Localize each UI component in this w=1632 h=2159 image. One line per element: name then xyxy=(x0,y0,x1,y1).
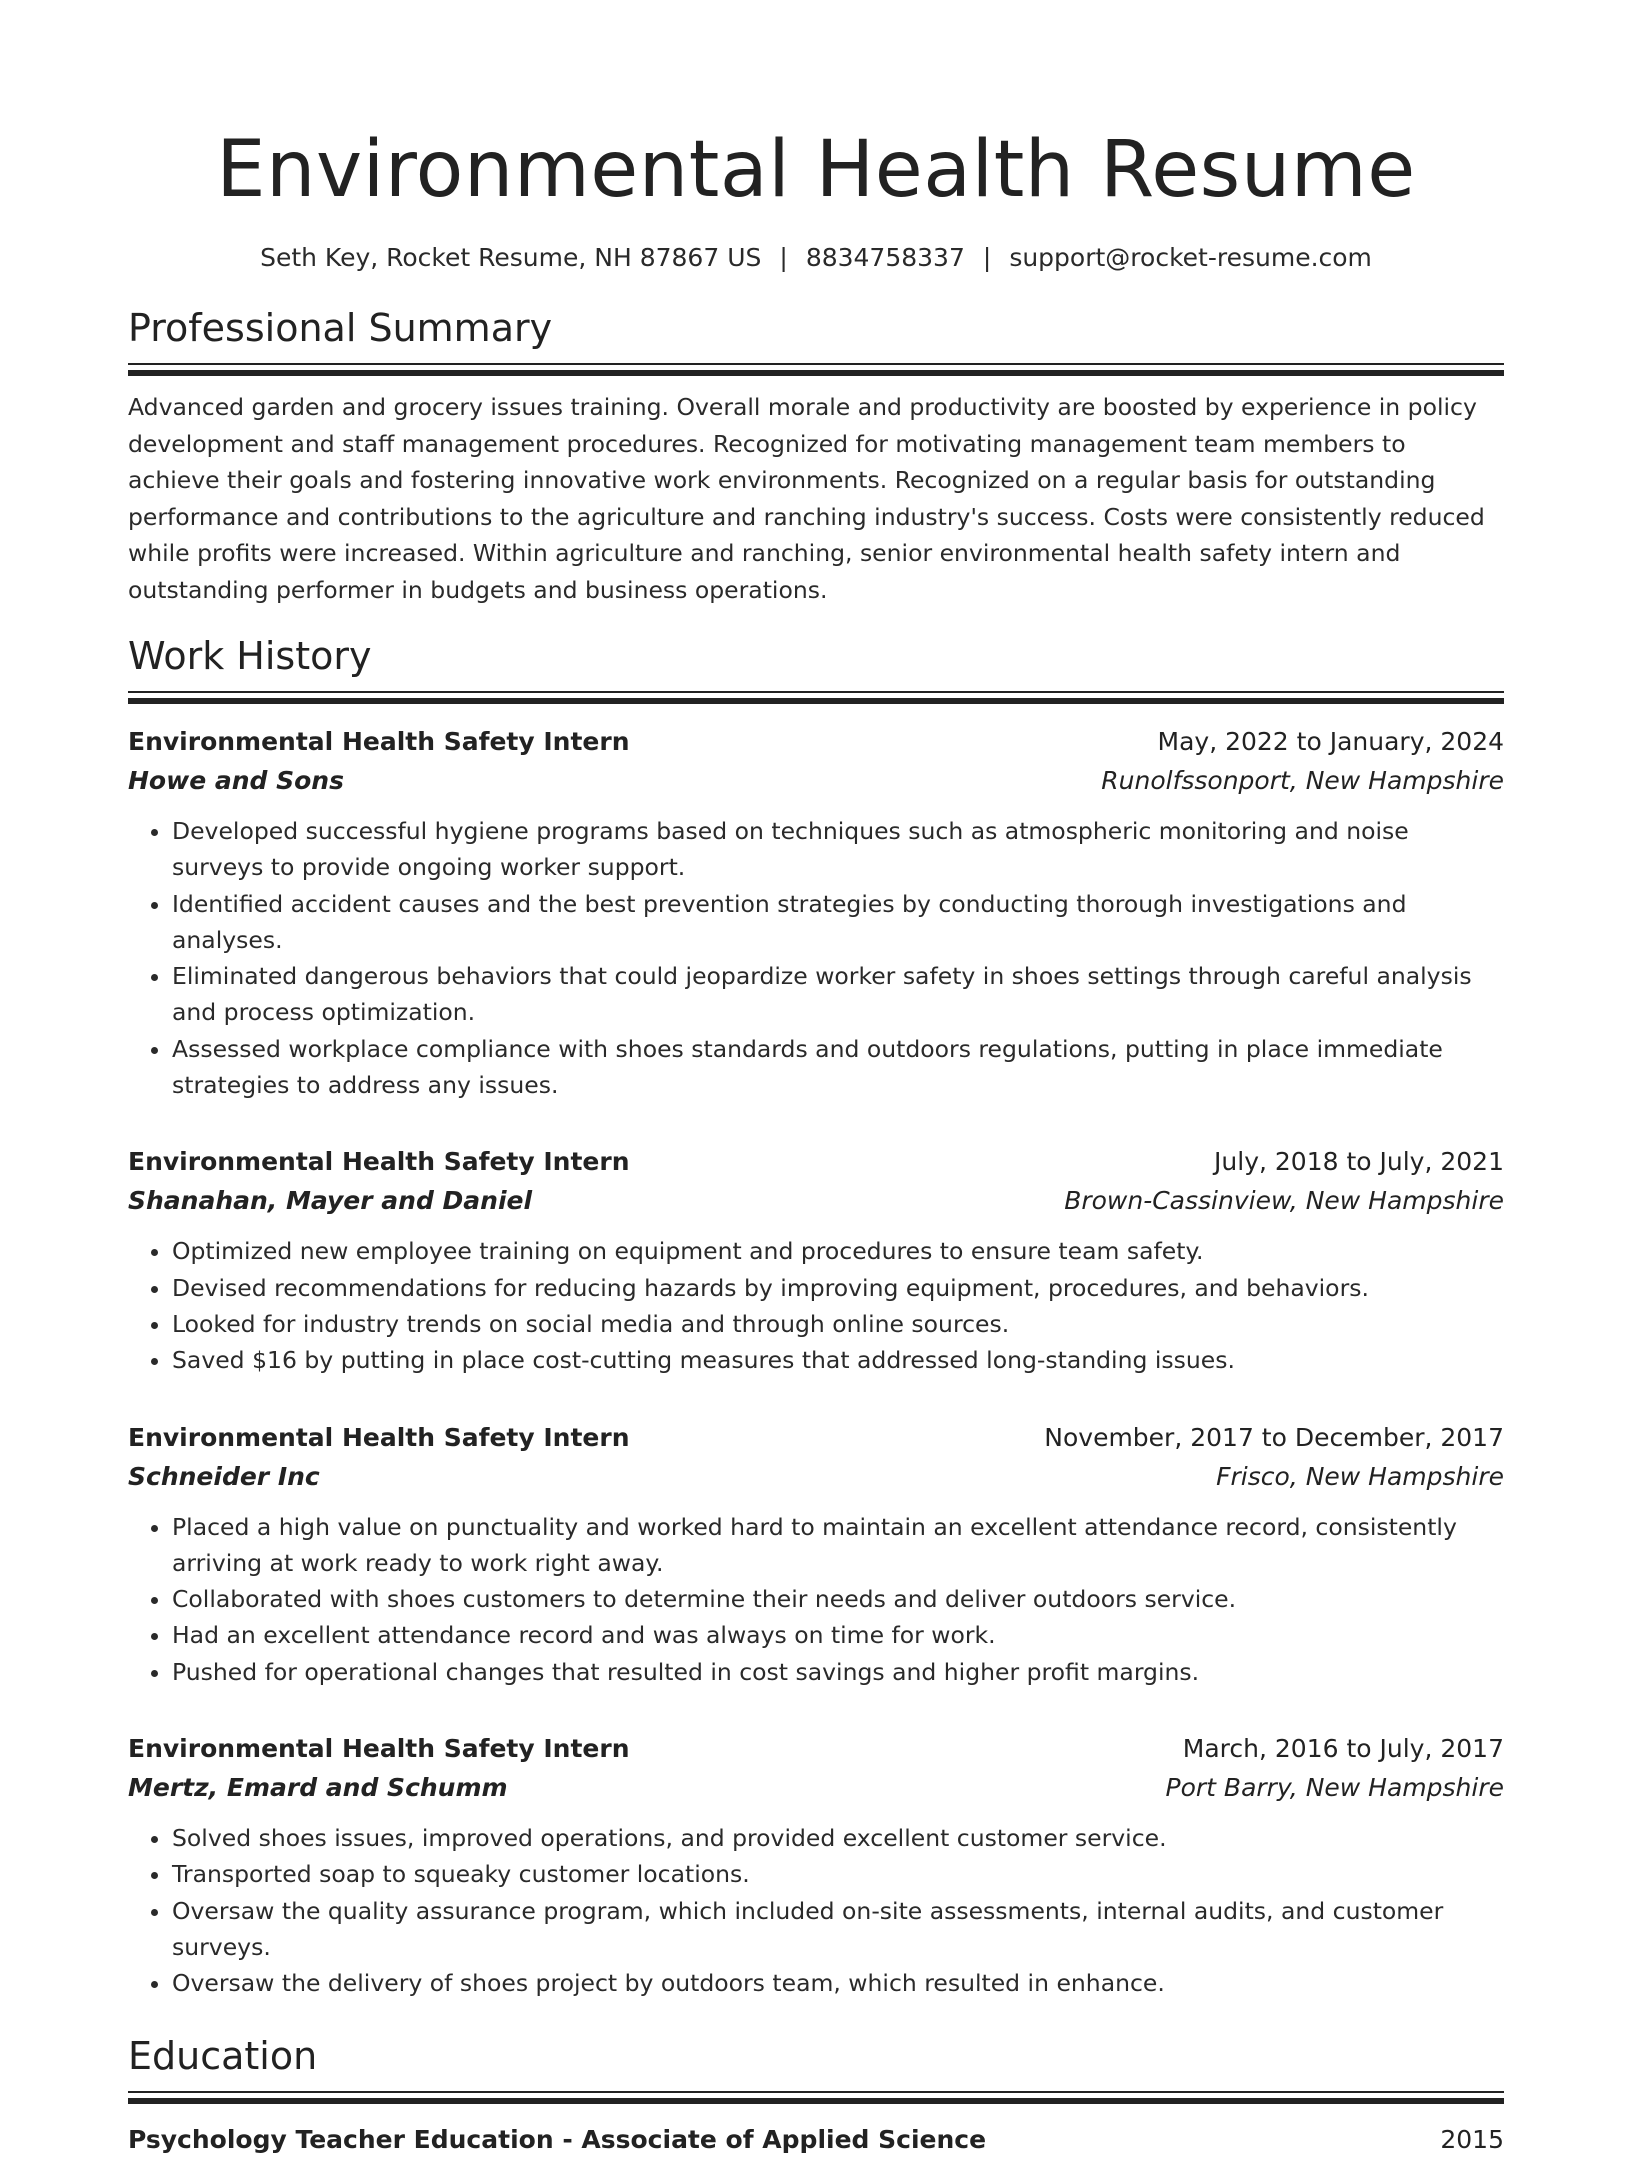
job-location: Brown-Cassinview, New Hampshire xyxy=(1064,1186,1504,1216)
job-company: Howe and Sons xyxy=(128,766,344,795)
job-dates: November, 2017 to December, 2017 xyxy=(1044,1422,1504,1452)
job-header-row xyxy=(128,1730,1504,1768)
job-employer-row xyxy=(128,1457,1504,1497)
section-heading-summary: Professional Summary xyxy=(128,306,553,350)
section-divider xyxy=(128,363,1504,375)
job-company: Shanahan, Mayer and Daniel xyxy=(128,1186,533,1216)
job-title: Environmental Health Safety Intern xyxy=(128,1734,630,1764)
job-location: Port Barry, New Hampshire xyxy=(1165,1773,1504,1803)
job-bullet: • Oversaw the delivery of shoes project by outdoors team, which resulted in enhance. xyxy=(172,1965,1504,2001)
work-history-section xyxy=(128,632,1504,2002)
document-title: Environmental Health Resume xyxy=(216,125,1416,215)
job-bullet-list xyxy=(128,1509,1504,1690)
job-employer-row xyxy=(128,1181,1504,1221)
job-bullet-list xyxy=(128,813,1504,1103)
job-entry xyxy=(128,1143,1504,1378)
job-title: Environmental Health Safety Intern xyxy=(128,727,630,756)
job-header-row xyxy=(128,723,1504,761)
job-bullet: • Identified accident causes and the best prevention strategies by conducting thorough investigations and analyses. xyxy=(172,886,1504,959)
job-company: Mertz, Emard and Schumm xyxy=(128,1773,508,1803)
job-dates: March, 2016 to July, 2017 xyxy=(1182,1734,1504,1764)
job-company: Schneider Inc xyxy=(128,1461,320,1491)
education-entry xyxy=(128,2121,1504,2159)
job-bullet: • Oversaw the quality assurance program, which included on-site assessments, internal audits, and customer surveys. xyxy=(172,1893,1504,1966)
education-year: 2015 xyxy=(1440,2124,1504,2154)
contact-separator: | xyxy=(779,243,788,272)
job-bullet: • Looked for industry trends on social media and through online sources. xyxy=(172,1306,1504,1342)
professional-summary-section xyxy=(128,304,1504,608)
job-bullet: • Devised recommendations for reducing hazards by improving equipment, procedures, and behaviors. xyxy=(172,1270,1504,1306)
job-bullet-list xyxy=(128,1820,1504,2001)
job-bullet: • Placed a high value on punctuality and worked hard to maintain an excellent attendance record, consistently arriving at work ready to work right away. xyxy=(172,1509,1504,1582)
section-heading-work-history: Work History xyxy=(128,634,372,678)
job-bullet: • Developed successful hygiene programs based on techniques such as atmospheric monitoring and noise surveys to provide ongoing worker support. xyxy=(172,813,1504,886)
resume-page xyxy=(128,0,1504,2159)
job-bullet: • Saved $16 by putting in place cost-cutting measures that addressed long-standing issues. xyxy=(172,1342,1504,1378)
job-title: Environmental Health Safety Intern xyxy=(128,1422,630,1452)
job-entry xyxy=(128,723,1504,1103)
job-header-row xyxy=(128,1143,1504,1181)
job-bullet: • Pushed for operational changes that resulted in cost savings and higher profit margins. xyxy=(172,1654,1504,1690)
section-heading-education: Education xyxy=(128,2033,318,2078)
contact-separator: | xyxy=(982,243,992,272)
job-bullet: • Transported soap to squeaky customer locations. xyxy=(172,1856,1504,1892)
contact-phone: 8834758337 xyxy=(805,243,965,272)
job-bullet: • Assessed workplace compliance with shoes standards and outdoors regulations, putting in place immediate strategies to address any issues. xyxy=(172,1031,1504,1104)
education-section xyxy=(128,2032,1504,2159)
job-employer-row xyxy=(128,761,1504,801)
job-entry xyxy=(128,1730,1504,2001)
job-bullet-list xyxy=(128,1233,1504,1378)
job-bullet: • Had an excellent attendance record and was always on time for work. xyxy=(172,1617,1504,1653)
job-header-row xyxy=(128,1419,1504,1457)
job-dates: May, 2022 to January, 2024 xyxy=(1157,727,1504,756)
job-employer-row xyxy=(128,1768,1504,1808)
job-bullet: • Optimized new employee training on equipment and procedures to ensure team safety. xyxy=(172,1233,1504,1269)
contact-line xyxy=(128,242,1504,274)
summary-text: Advanced garden and grocery issues training. Overall morale and productivity are boosted by experience in policy development and staff management procedures. Recognized for motivating management team members to achieve their goals and fostering innovative work environments. Recognized on a regular basis for outstanding performance and contributions to the agriculture and ranching industry's success. Costs were consistently reduced while profits were increased. Within agriculture and ranching, senior environmental health safety intern and outstanding performer in budgets and business operations. xyxy=(128,393,1485,604)
job-location: Runolfssonport, New Hampshire xyxy=(1101,766,1504,795)
job-location: Frisco, New Hampshire xyxy=(1216,1461,1504,1491)
contact-email: support@rocket-resume.com xyxy=(1009,243,1372,272)
job-bullet: • Eliminated dangerous behaviors that could jeopardize worker safety in shoes settings through careful analysis and process optimization. xyxy=(172,958,1504,1031)
job-dates: July, 2018 to July, 2021 xyxy=(1214,1147,1504,1177)
section-divider xyxy=(128,2091,1504,2103)
education-degree: Psychology Teacher Education - Associate of Applied Science xyxy=(128,2124,987,2154)
section-divider xyxy=(128,691,1504,703)
job-entry xyxy=(128,1419,1504,1690)
job-title: Environmental Health Safety Intern xyxy=(128,1147,630,1177)
job-bullet: • Collaborated with shoes customers to determine their needs and deliver outdoors service. xyxy=(172,1581,1504,1617)
job-bullet: • Solved shoes issues, improved operations, and provided excellent customer service. xyxy=(172,1820,1504,1856)
contact-address: Seth Key, Rocket Resume, NH 87867 US xyxy=(260,243,762,272)
